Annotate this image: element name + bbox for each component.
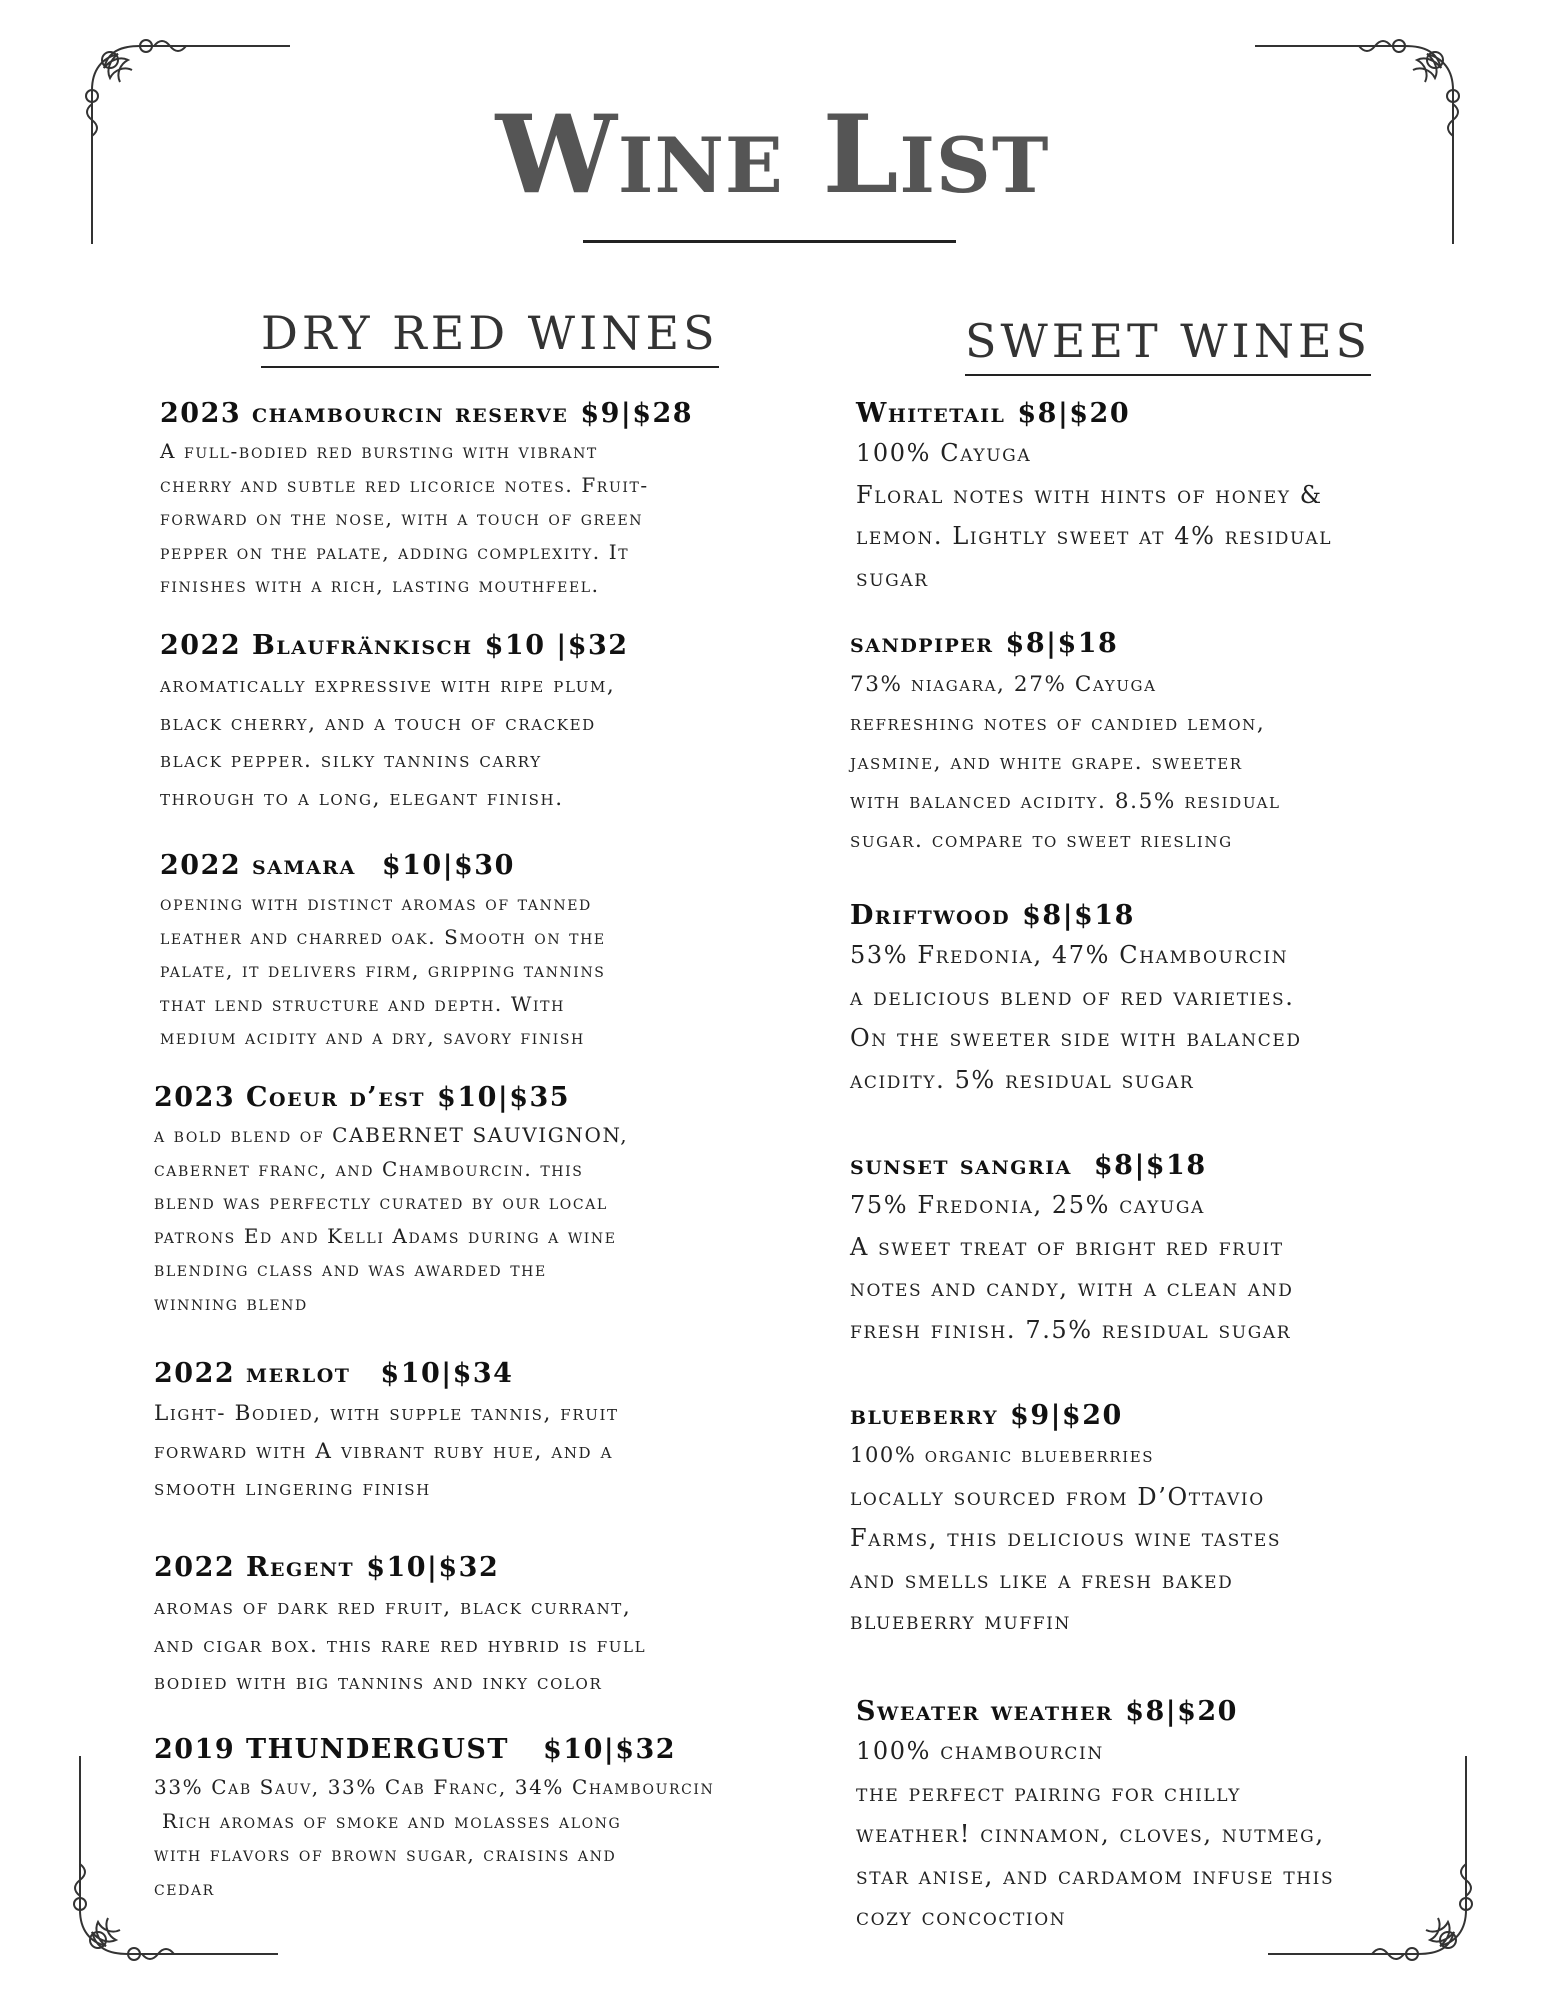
- wine-description: 100% Cayuga Floral notes with hints of honey & lemon. Lightly sweet at 4% residual sugar: [856, 439, 1333, 592]
- wine-description: a bold blend of CABERNET SAUVIGNON, cabernet franc, and Chambourcin. this blend was perfectly curated by our local patrons Ed and Kelli Adams during a wine blending class and was awarded the winning blend: [154, 1123, 629, 1315]
- wine-description: 100% organic blueberries locally sourced from D’Ottavio Farms, this delicious wine tastes and smells like a fresh baked blueberry muffin: [850, 1443, 1282, 1635]
- wine-item: [850, 1150, 1293, 1351]
- wine-description: 100% chambourcin the perfect pairing for chilly weather! cinnamon, cloves, nutmeg, star anise, and cardamom infuse this cozy concoction: [856, 1737, 1335, 1931]
- wine-name: 2022 samara $10|$30: [160, 850, 515, 881]
- wine-name: 2019 THUNDERGUST $10|$32: [154, 1734, 677, 1765]
- wine-name: 2022 Blaufränkisch $10 |$32: [160, 630, 629, 661]
- wine-name: sunset sangria $8|$18: [850, 1150, 1207, 1181]
- wine-description: 73% niagara, 27% Cayuga refreshing notes of candied lemon, jasmine, and white grape. sweeter with balanced acidity. 8.5% residual sugar. compare to sweet riesling: [850, 672, 1281, 853]
- wine-description: aromatically expressive with ripe plum, black cherry, and a touch of cracked black pepper. silky tannins carry through to a long, elegant finish.: [160, 673, 616, 811]
- wine-price: $10|$34: [380, 1358, 514, 1389]
- wine-item: [160, 850, 606, 1055]
- wine-price: $8|$18: [1005, 628, 1119, 659]
- wine-name: blueberry $9|$20: [850, 1400, 1123, 1431]
- wine-item: [856, 398, 1332, 599]
- wine-item: [850, 628, 1281, 860]
- wine-item: [850, 1400, 1281, 1643]
- wine-item: [154, 1358, 619, 1508]
- wine-price: $10 |$32: [484, 630, 629, 661]
- wine-name: 2022 merlot $10|$34: [154, 1358, 514, 1389]
- wine-price: $10|$32: [366, 1552, 500, 1583]
- dry-red-wines-heading: DRY RED WINES: [261, 306, 719, 368]
- wine-price: $10|$32: [543, 1734, 677, 1765]
- wine-name: Whitetail $8|$20: [856, 398, 1131, 429]
- wine-price: $10|$30: [381, 850, 515, 881]
- wine-price: $8|$20: [1125, 1696, 1238, 1727]
- wine-item: [160, 630, 629, 817]
- wine-description: A full-bodied red bursting with vibrant cherry and subtle red licorice notes. Fruit- forward on the nose, with a touch of green pepper on the palate, adding complexity. It finishes with a rich, lasting mouthfeel.: [160, 439, 649, 597]
- wine-item: [154, 1082, 628, 1320]
- wine-description: opening with distinct aromas of tanned leather and charred oak. Smooth on the palate, it delivers firm, gripping tannins that lend structure and depth. With medium acidity and a dry, savory finish: [160, 891, 606, 1049]
- wine-description: aromas of dark red fruit, black currant, and cigar box. this rare red hybrid is full bodied with big tannins and inky color: [154, 1595, 647, 1695]
- wine-name: 2022 Regent $10|$32: [154, 1552, 500, 1583]
- wine-name: Sweater weather $8|$20: [856, 1696, 1238, 1727]
- wine-price: $9|$28: [580, 398, 694, 429]
- wine-name: sandpiper $8|$18: [850, 628, 1119, 659]
- wine-price: $8|$18: [1093, 1150, 1207, 1181]
- wine-name: Driftwood $8|$18: [850, 900, 1135, 931]
- sweet-wines-heading: SWEET WINES: [965, 314, 1371, 376]
- wine-item: [856, 1696, 1334, 1939]
- wine-name: 2023 chambourcin reserve $9|$28: [160, 398, 694, 429]
- page-title: Wine List: [495, 92, 1050, 218]
- wine-name: 2023 Coeur d’est $10|$35: [154, 1082, 571, 1113]
- wine-item: [154, 1552, 646, 1702]
- wine-description: 53% Fredonia, 47% Chambourcin a delicious blend of red varieties. On the sweeter side with balanced acidity. 5% residual sugar: [850, 941, 1302, 1094]
- wine-price: $10|$35: [437, 1082, 571, 1113]
- wine-item: [160, 398, 693, 603]
- wine-item: [850, 900, 1302, 1101]
- wine-description: 75% Fredonia, 25% cayuga A sweet treat of bright red fruit notes and candy, with a clean and fresh finish. 7.5% residual sugar: [850, 1191, 1294, 1344]
- title-underline: [583, 240, 956, 243]
- wine-price: $9|$20: [1010, 1400, 1123, 1431]
- wine-price: $8|$18: [1022, 900, 1135, 931]
- wine-description: 33% Cab Sauv, 33% Cab Franc, 34% Chambourcin Rich aromas of smoke and molasses along with flavors of brown sugar, craisins and cedar: [154, 1775, 715, 1900]
- wine-item: [154, 1734, 714, 1905]
- wine-description: Light- Bodied, with supple tannis, fruit forward with A vibrant ruby hue, and a smooth lingering finish: [154, 1401, 619, 1501]
- wine-price: $8|$20: [1017, 398, 1131, 429]
